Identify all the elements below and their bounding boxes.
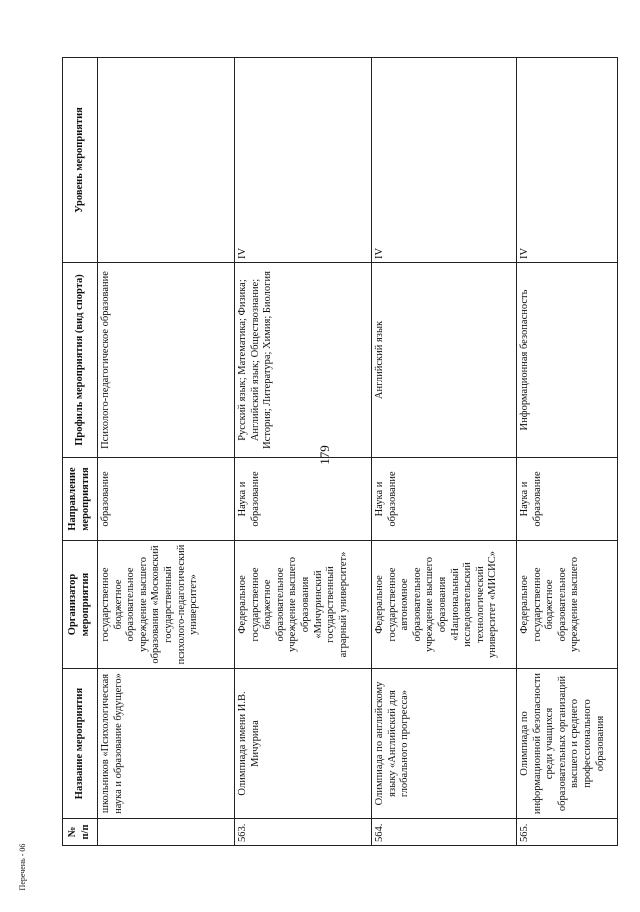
row-organizer: Федеральное государственное автономное образовательное учреждение высшего образования «Национальный исследовательский технологический университет «МИСИС» — [372, 541, 517, 669]
row-num: 563. — [235, 819, 372, 846]
footer-note: Перечень - 06 — [18, 843, 27, 891]
header-num: № п/п — [63, 819, 98, 846]
row-num: 565. — [517, 819, 618, 846]
header-organizer: Организатор мероприятия — [63, 541, 98, 669]
table-row — [98, 58, 235, 846]
header-profile: Профиль мероприятия (вид спорта) — [63, 263, 98, 458]
row-profile: Английский язык — [372, 263, 517, 458]
table-row — [235, 58, 372, 846]
events-table — [62, 57, 618, 846]
table-header-row — [63, 58, 98, 846]
row-direction: Наука и образование — [372, 458, 517, 541]
row-name: Олимпиада по английскому языку «Английский для глобального прогресса» — [372, 669, 517, 819]
row-profile: Русский язык; Математика; Физика; Английский язык; Обществознание; История; Литература; Химия; Биология — [235, 263, 372, 458]
header-direction: Направление мероприятия — [63, 458, 98, 541]
row-name: школьников «Психологическая наука и образование будущего» — [98, 669, 235, 819]
row-profile: Психолого-педагогическое образование — [98, 263, 235, 458]
header-level: Уровень мероприятия — [63, 58, 98, 263]
row-profile: Информационная безопасность — [517, 263, 618, 458]
row-organizer: Федеральное государственное бюджетное образовательное учреждение высшего образования «Мичуринский государственный аграрный университет» — [235, 541, 372, 669]
header-name: Название мероприятия — [63, 669, 98, 819]
page-number: 179 — [317, 445, 332, 465]
row-organizer: государственное бюджетное образовательное учреждение высшего образования «Московский государственный психолого-педагогический университет» — [98, 541, 235, 669]
row-level: IV — [517, 58, 618, 263]
table-row — [372, 58, 517, 846]
row-direction: Наука и образование — [517, 458, 618, 541]
row-level: IV — [372, 58, 517, 263]
row-direction: образование — [98, 458, 235, 541]
events-table-wrapper — [62, 58, 618, 846]
row-num: 564. — [372, 819, 517, 846]
row-level — [98, 58, 235, 263]
row-name: Олимпиада по информационной безопасности среди учащихся образовательных организаций высшего и среднего профессионального образования — [517, 669, 618, 819]
row-level: IV — [235, 58, 372, 263]
row-organizer: Федеральное государственное бюджетное образовательное учреждение высшего — [517, 541, 618, 669]
row-num — [98, 819, 235, 846]
row-name: Олимпиада имени И.В. Мичурина — [235, 669, 372, 819]
row-direction: Наука и образование — [235, 458, 372, 541]
table-row — [517, 58, 618, 846]
